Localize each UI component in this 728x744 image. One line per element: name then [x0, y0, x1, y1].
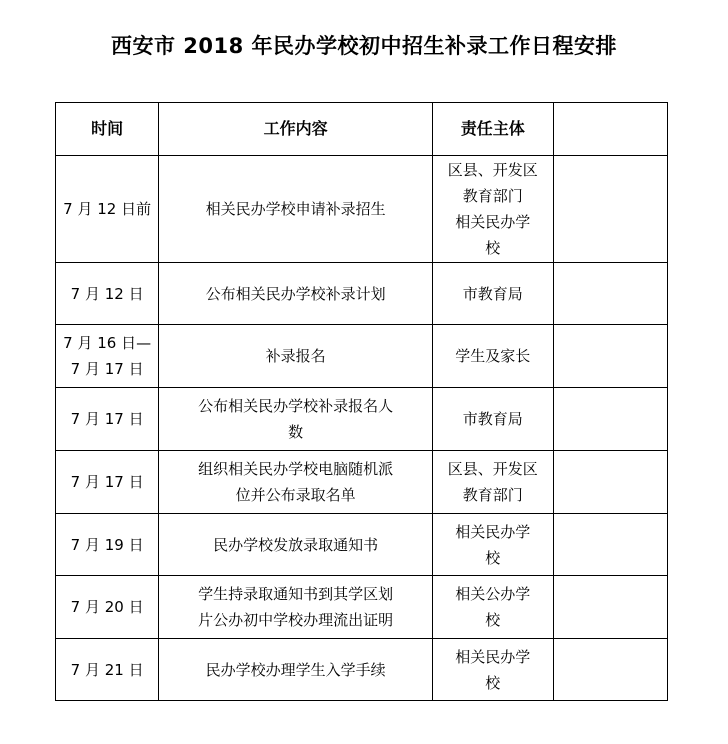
table-row — [56, 325, 668, 388]
cell-extra — [553, 639, 667, 701]
cell-content: 公布相关民办学校补录计划 — [159, 263, 433, 325]
cell-time: 7 月 21 日 — [56, 639, 159, 701]
table-row — [56, 639, 668, 701]
cell-time: 7 月 17 日 — [56, 388, 159, 451]
header-content: 工作内容 — [159, 103, 433, 156]
table-row — [56, 576, 668, 639]
cell-time: 7 月 19 日 — [56, 514, 159, 576]
cell-extra — [553, 576, 667, 639]
cell-time: 7 月 12 日 — [56, 263, 159, 325]
cell-time: 7 月 16 日— 7 月 17 日 — [56, 325, 159, 388]
cell-extra — [553, 325, 667, 388]
cell-content: 公布相关民办学校补录报名人 数 — [159, 388, 433, 451]
cell-content: 补录报名 — [159, 325, 433, 388]
schedule-table — [55, 102, 668, 701]
header-time: 时间 — [56, 103, 159, 156]
header-owner: 责任主体 — [432, 103, 553, 156]
cell-time: 7 月 17 日 — [56, 451, 159, 514]
cell-owner: 相关民办学 校 — [432, 639, 553, 701]
cell-content: 学生持录取通知书到其学区划 片公办初中学校办理流出证明 — [159, 576, 433, 639]
cell-owner: 相关公办学 校 — [432, 576, 553, 639]
cell-owner: 市教育局 — [432, 388, 553, 451]
table-row — [56, 451, 668, 514]
page-title: 西安市 2018 年民办学校初中招生补录工作日程安排 — [110, 34, 618, 58]
table-row — [56, 156, 668, 263]
cell-content: 民办学校发放录取通知书 — [159, 514, 433, 576]
cell-extra — [553, 388, 667, 451]
cell-extra — [553, 451, 667, 514]
header-extra — [553, 103, 667, 156]
table-row — [56, 388, 668, 451]
cell-owner: 相关民办学 校 — [432, 514, 553, 576]
cell-owner: 学生及家长 — [432, 325, 553, 388]
cell-content: 相关民办学校申请补录招生 — [159, 156, 433, 263]
cell-owner: 区县、开发区 教育部门 — [432, 451, 553, 514]
cell-owner: 区县、开发区 教育部门 相关民办学 校 — [432, 156, 553, 263]
table-row — [56, 514, 668, 576]
cell-extra — [553, 263, 667, 325]
cell-content: 民办学校办理学生入学手续 — [159, 639, 433, 701]
cell-content: 组织相关民办学校电脑随机派 位并公布录取名单 — [159, 451, 433, 514]
cell-extra — [553, 156, 667, 263]
cell-extra — [553, 514, 667, 576]
table-header-row — [56, 103, 668, 156]
cell-time: 7 月 20 日 — [56, 576, 159, 639]
table-row — [56, 263, 668, 325]
cell-time: 7 月 12 日前 — [56, 156, 159, 263]
cell-owner: 市教育局 — [432, 263, 553, 325]
